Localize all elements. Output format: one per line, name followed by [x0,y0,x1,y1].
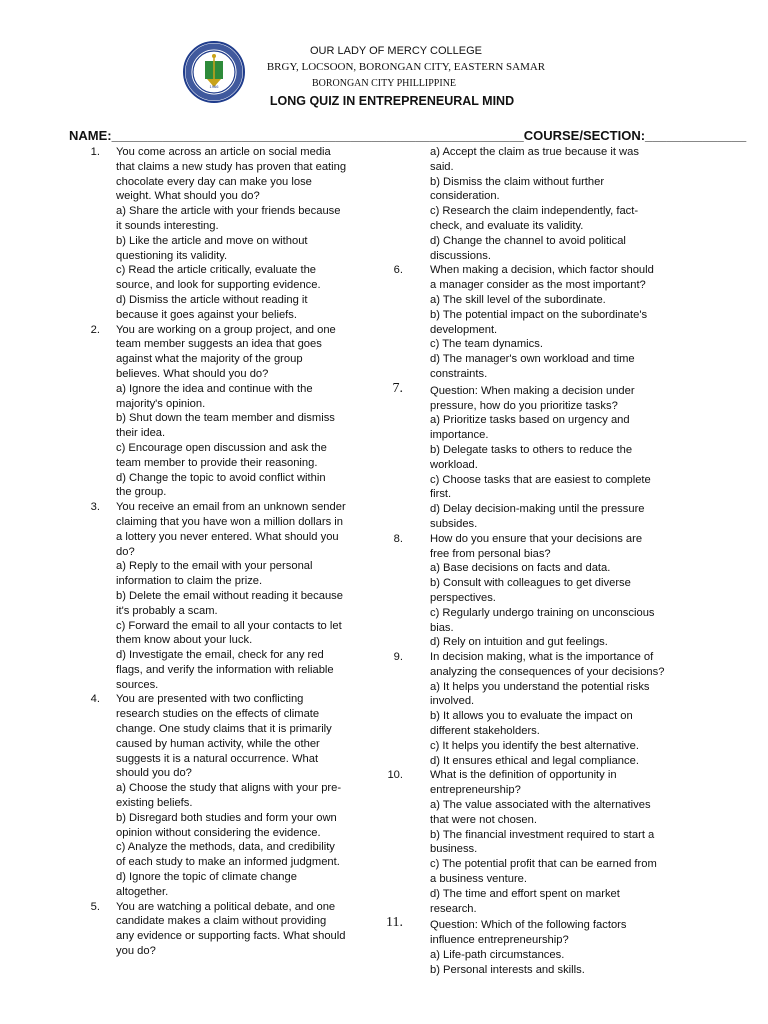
question-text-line: When making a decision, which factor should [430,264,654,277]
question-text-line: a) Life-path circumstances. [430,949,565,962]
question-text-line: majority's opinion. [116,397,206,410]
question-number: 10. [387,769,403,782]
question-text-line: it sounds interesting. [116,219,219,232]
question-text-line: first. [430,488,452,501]
question-item [403,145,693,263]
question-text-line: influence entrepreneurship? [430,934,569,947]
question-text-line: consideration. [430,190,500,203]
question-text-line: a) It helps you understand the potential risks [430,680,650,693]
question-text-line: c) Forward the email to all your contacts to let [116,619,342,632]
question-item [392,380,693,532]
question-number: 3. [90,501,100,514]
question-text-line: bias. [430,621,454,634]
left-column [88,145,370,959]
question-text-line: you do? [116,945,156,958]
question-text-line: research. [430,902,477,915]
question-item [88,900,370,959]
question-text-line: flags, and verify the information with reliable [116,663,334,676]
question-text-line: claiming that you have won a million dollars in [116,515,343,528]
question-text-line: c) The potential profit that can be earned from [430,858,657,871]
question-text-line: suggests it is a natural occurrence. What [116,752,319,765]
question-text-line: analyzing the consequences of your decisions? [430,665,665,678]
question-text-line: b) Personal interests and skills. [430,963,585,976]
question-text-line: the group. [116,486,167,499]
question-text-line: discussions. [430,249,491,262]
question-text-line: them know about your luck. [116,634,253,647]
question-text-line: should you do? [116,767,192,780]
question-text-line: check, and evaluate its validity. [430,219,584,232]
question-text-line: a manager consider as the most important? [430,279,646,292]
question-text-line: that claims a new study has proven that eating [116,160,347,173]
question-number: 4. [90,693,100,706]
question-text-line: c) Analyze the methods, data, and credibility [116,841,335,854]
question-number: 1. [90,146,100,158]
question-text-line: d) Change the topic to avoid conflict within [116,471,326,484]
question-text-line: c) Regularly undergo training on unconscious [430,606,655,619]
question-text-line: d) The manager's own workload and time [430,353,635,366]
name-course-section-line: NAME:_________________________________________________________COURSE/SECTION:______________ [69,128,747,143]
question-text-line: d) Change the channel to avoid political [430,234,626,247]
question-text-line: a) The skill level of the subordinate. [430,293,606,306]
question-number: 7. [392,380,403,396]
question-text-line: What is the definition of opportunity in [430,769,617,782]
question-item [88,145,370,323]
question-item [393,650,693,768]
question-text-line: b) Disregard both studies and form your own [116,811,337,824]
question-number: 5. [90,900,100,913]
question-text-line: opinion without considering the evidence. [116,826,321,839]
question-text-line: a) Prioritize tasks based on urgency and [430,414,630,427]
question-item [386,915,693,977]
question-number: 6. [393,264,403,277]
question-text-line: b) Dismiss the claim without further [430,175,605,188]
question-text-line: Question: Which of the following factors [430,919,627,932]
question-text-line: change. One study claims that it is primarily [116,723,332,736]
question-text-line: a) Choose the study that aligns with your pre- [116,782,342,795]
question-text-line: a business venture. [430,873,528,886]
question-text-line: a) The value associated with the alternatives [430,799,651,812]
question-text-line: c) The team dynamics. [430,338,543,351]
question-text-line: involved. [430,695,475,708]
question-text-line: a lottery you never entered. What should you [116,530,339,543]
question-text-line: chocolate every day can make you lose [116,175,312,188]
question-item [88,323,370,501]
question-text-line: sources. [116,678,159,691]
question-item [393,532,693,650]
question-text-line: a) Share the article with your friends because [116,205,341,218]
question-text-line: candidate makes a claim without providing [116,915,327,928]
question-text-line: it's probably a scam. [116,604,218,617]
question-item [88,500,370,692]
question-text-line: believes. What should you do? [116,367,269,380]
question-text-line: d) Rely on intuition and gut feelings. [430,636,608,649]
question-number: 11. [386,915,403,931]
question-text-line: d) The time and effort spent on market [430,887,620,900]
question-text-line: d) Investigate the email, check for any red [116,649,324,662]
question-text-line: against what the majority of the group [116,353,303,366]
question-text-line: b) The financial investment required to start a [430,828,655,841]
question-text-line: free from personal bias? [430,547,551,560]
question-text-line: c) Encourage open discussion and ask the [116,441,327,454]
question-text-line: b) It allows you to evaluate the impact on [430,710,633,723]
question-item [387,768,693,916]
right-column [386,145,693,978]
question-text-line: d) Ignore the topic of climate change [116,871,297,884]
question-text-line: a) Base decisions on facts and data. [430,562,611,575]
question-text-line: You are presented with two conflicting [116,693,304,706]
question-text-line: d) It ensures ethical and legal compliance. [430,754,639,767]
question-text-line: research studies on the effects of climate [116,708,320,721]
question-text-line: b) Shut down the team member and dismiss [116,412,335,425]
question-text-line: pressure, how do you prioritize tasks? [430,399,618,412]
question-number: 8. [393,532,403,545]
question-text-line: You are working on a group project, and one [116,323,336,336]
question-text-line: a) Ignore the idea and continue with the [116,382,313,395]
question-text-line: You are watching a political debate, and one [116,900,336,913]
question-text-line: caused by human activity, while the other [116,737,320,750]
question-text-line: perspectives. [430,591,496,604]
question-text-line: importance. [430,429,489,442]
question-text-line: How do you ensure that your decisions are [430,532,643,545]
question-text-line: b) The potential impact on the subordinate's [430,308,648,321]
question-item [393,263,693,381]
question-text-line: information to claim the prize. [116,575,263,588]
question-text-line: b) Delegate tasks to others to reduce the [430,443,633,456]
svg-text:1966: 1966 [209,84,219,89]
question-text-line: different stakeholders. [430,725,540,738]
question-text-line: source, and look for supporting evidence. [116,279,321,292]
question-text-line: c) Research the claim independently, fact- [430,205,639,218]
question-text-line: existing beliefs. [116,797,193,810]
college-name: OUR LADY OF MERCY COLLEGE [310,45,482,57]
question-text-line: d) Delay decision-making until the pressure [430,503,645,516]
question-text-line: any evidence or supporting facts. What should [116,930,346,943]
question-text-line: Question: When making a decision under [430,384,635,397]
question-text-line: c) It helps you identify the best alternative. [430,739,639,752]
question-item [88,692,370,899]
question-text-line: of each study to make an informed judgment. [116,856,340,869]
question-text-line: weight. What should you do? [116,190,260,203]
question-text-line: workload. [430,458,478,471]
question-number: 9. [393,651,403,664]
question-text-line: team member to provide their reasoning. [116,456,318,469]
question-text-line: b) Like the article and move on without [116,234,308,247]
question-text-line: their idea. [116,427,166,440]
question-text-line: constraints. [430,367,488,380]
college-address: BRGY, LOCSOON, BORONGAN CITY, EASTERN SAMAR [266,61,546,73]
question-text-line: development. [430,323,498,336]
question-text-line: questioning its validity. [116,249,228,262]
question-text-line: d) Dismiss the article without reading it [116,293,308,306]
question-text-line: You come across an article on social media [116,146,331,158]
question-text-line: c) Choose tasks that are easiest to complete [430,473,651,486]
quiz-title: LONG QUIZ IN ENTREPRENEURAL MIND [269,94,515,108]
question-text-line: because it goes against your beliefs. [116,308,297,321]
question-text-line: that were not chosen. [430,813,537,826]
question-text-line: do? [116,545,135,558]
question-text-line: In decision making, what is the importance of [430,651,654,664]
question-text-line: b) Delete the email without reading it because [116,589,343,602]
question-text-line: business. [430,843,478,856]
question-text-line: a) Accept the claim as true because it was [430,146,639,158]
question-text-line: team member suggests an idea that goes [116,338,322,351]
question-text-line: a) Reply to the email with your personal [116,560,313,573]
question-text-line: altogether. [116,885,169,898]
question-text-line: You receive an email from an unknown sender [116,501,346,514]
question-number: 2. [90,323,100,336]
college-city: BORONGAN CITY PHILLIPPINE [311,78,457,89]
question-text-line: b) Consult with colleagues to get diverse [430,577,631,590]
question-text-line: c) Read the article critically, evaluate the [116,264,317,277]
question-text-line: subsides. [430,517,478,530]
question-text-line: entrepreneurship? [430,784,521,797]
question-text-line: said. [430,160,454,173]
